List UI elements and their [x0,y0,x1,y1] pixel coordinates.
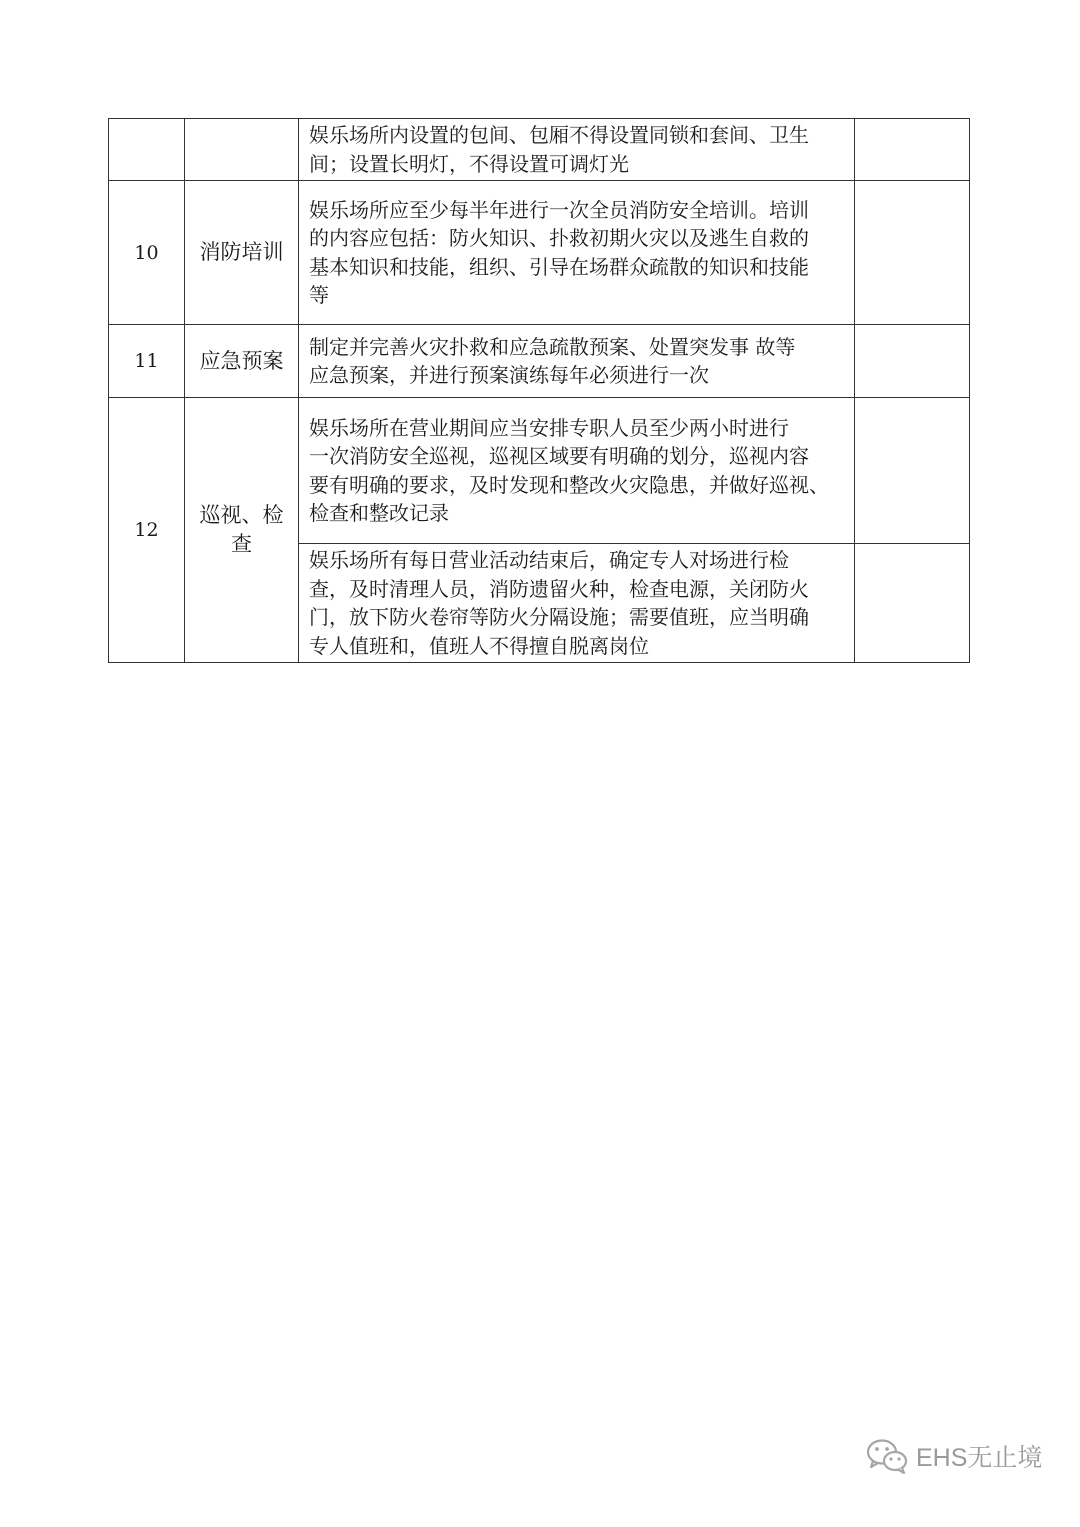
wechat-icon [866,1438,910,1474]
requirement-line: 专人值班和，值班人不得擅自脱离岗位 [309,633,649,658]
item-number-cell: 10 [109,181,185,325]
table-row [109,325,970,398]
requirement-line: 应急预案，并进行预案演练每年必须进行一次 [309,363,709,387]
remark-cell [855,181,970,325]
watermark-text: EHS无止境 [916,1444,1043,1472]
item-number-cell: 11 [109,325,185,398]
table-row [109,398,970,544]
requirement-cell [299,119,855,181]
requirement-line: 娱乐场所有每日营业活动结束后，确定专人对场进行检 [309,548,789,572]
requirement-line: 门，放下防火卷帘等防火分隔设施；需要值班，应当明确 [309,605,809,629]
requirement-line: 娱乐场所应至少每半年进行一次全员消防安全培训。培训 [309,197,809,222]
requirement-line: 娱乐场所内设置的包间、包厢不得设置同锁和套间、卫生 [309,123,809,147]
table-row [109,119,970,181]
requirement-line: 的内容应包括：防火知识、扑救初期火灾以及逃生自救的 [309,226,809,250]
requirement-cell [299,325,855,398]
remark-cell [855,119,970,181]
requirement-line: 娱乐场所在营业期间应当安排专职人员至少两小时进行 [309,415,789,440]
remark-cell [855,544,970,663]
requirement-line: 间；设置长明灯，不得设置可调灯光 [309,151,629,176]
item-name-cell: 应急预案 [185,325,299,398]
requirement-line: 查，及时清理人员，消防遗留火种，检查电源，关闭防火 [309,576,809,601]
fire-safety-checklist-table [108,118,970,663]
requirement-line: 要有明确的要求，及时发现和整改火灾隐患，并做好巡视、 [309,472,829,497]
item-number-cell [109,119,185,181]
item-number-cell: 12 [109,398,185,663]
requirement-line: 一次消防安全巡视，巡视区域要有明确的划分，巡视内容 [309,444,809,468]
item-name-cell: 巡视、检查 [185,398,299,663]
table-row [109,181,970,325]
requirement-cell [299,398,855,544]
requirement-line: 等 [309,283,329,307]
remark-cell [855,325,970,398]
item-name-cell: 消防培训 [185,181,299,325]
remark-cell [855,398,970,544]
requirement-cell [299,181,855,325]
requirement-line: 检查和整改记录 [309,501,449,525]
requirement-line: 基本知识和技能，组织、引导在场群众疏散的知识和技能 [309,254,809,279]
requirement-line: 制定并完善火灾扑救和应急疏散预案、处置突发事 故等 [309,334,796,359]
requirement-cell [299,544,855,663]
watermark [866,1438,1042,1474]
item-name-cell [185,119,299,181]
checklist-body [109,119,970,663]
